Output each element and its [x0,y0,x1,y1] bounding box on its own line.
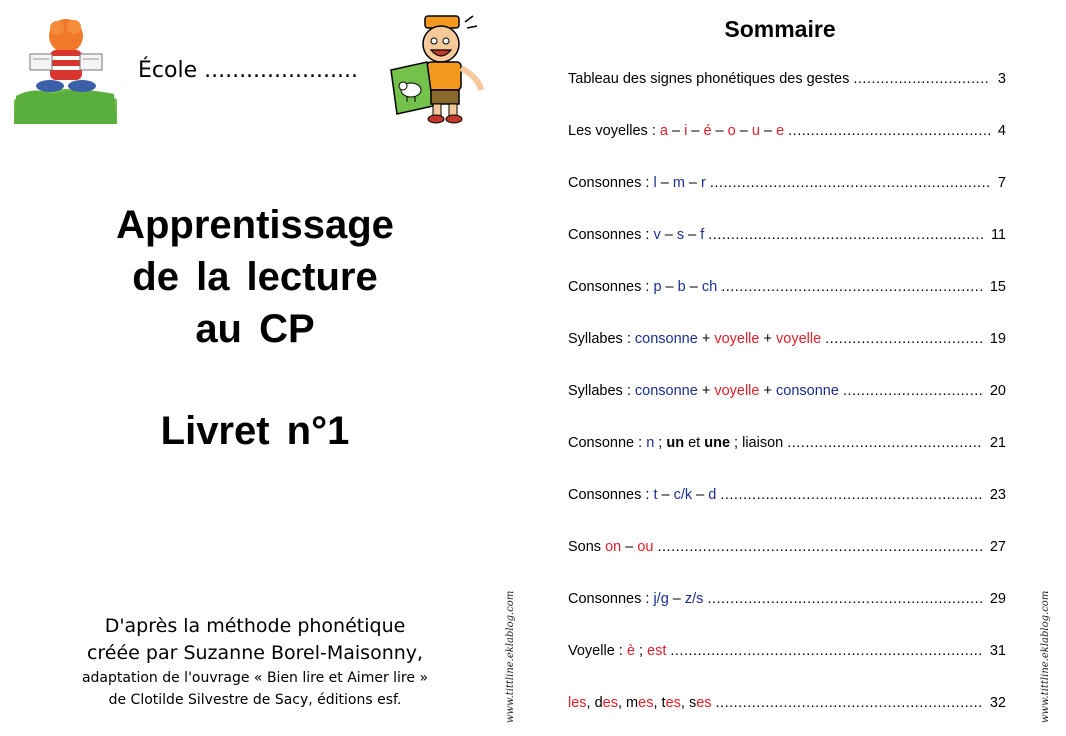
summary-row-label-part: – [660,227,677,243]
summary-row [568,279,1006,301]
summary-row [568,487,1006,509]
dot-leader [788,123,990,139]
summary-row-label-part: consonne [634,383,698,399]
summary-row [568,695,1006,717]
summary-row-label-part: es [665,695,681,711]
summary-row-label-part: – [661,279,678,295]
summary-row-label-part: un [666,435,685,451]
summary-row-label-part: voyelle [714,331,760,347]
summary-row-label-part: – [711,123,728,139]
summary-row-label-part: Consonnes : [568,279,654,295]
credits-block [0,613,510,711]
summary-row-label-part: – [667,123,685,139]
summary-row [568,591,1006,613]
summary-row-page: 20 [989,383,1006,399]
summary-row-label [568,227,704,243]
summary-row-label [568,123,784,139]
summary-row-page: 23 [989,487,1006,503]
dot-leader [708,227,983,243]
dot-leader [721,279,982,295]
summary-row [568,123,1006,145]
summary-row-page: 21 [989,435,1006,451]
summary-row-label-part: les [568,695,587,711]
summary-row-label-part: Consonnes : [568,591,654,607]
summary-row-label-part: d [708,487,717,503]
summary-row-label-part: – [621,539,638,555]
dot-leader [707,591,981,607]
credit-line-3: adaptation de l'ouvrage « Bien lire et Aimer lire » [81,670,429,686]
summary-row-label-part: f [700,227,705,243]
summary-row-label-part: p [653,279,662,295]
summary-row-label-part: o [727,123,736,139]
summary-row-label [568,279,717,295]
dot-leader [843,383,982,399]
cover-page [0,0,520,736]
summary-row [568,175,1006,197]
summary-row-label [568,331,821,347]
summary-row-label-part: es [696,695,712,711]
summary-row-label-part: e [776,123,785,139]
dot-leader [670,643,982,659]
blog-watermark-right: www.tittline.eklablog.com [1040,590,1051,723]
blog-watermark-left: www.tittline.eklablog.com [505,590,516,723]
summary-row-label-part: + [759,331,776,347]
summary-row-label [568,591,703,607]
dot-leader [658,539,982,555]
summary-row-page: 15 [989,279,1006,295]
summary-row-label-part: ch [701,279,718,295]
summary-row-label-part: , d [586,695,603,711]
summary-row-page: 31 [989,643,1006,659]
summary-row-label-part: Voyelle : [568,643,627,659]
summary-row [568,227,1006,249]
dot-leader [710,175,990,191]
credit-line-4: de Clotilde Silvestre de Sacy, éditions esf. [108,692,402,708]
summary-row-label-part: – [687,123,704,139]
summary-row-label-part: Consonnes : [568,487,654,503]
summary-row-label-part: voyelle [714,383,760,399]
summary-row [568,71,1006,93]
summary-row-label-part: et [684,435,705,451]
summary-row-label-part: – [685,279,702,295]
summary-row-label-part: – [692,487,709,503]
summary-row-label-part: v [653,227,661,243]
summary-row-label-part: è [626,643,635,659]
summary-row [568,435,1006,457]
summary-row-label-part: + [697,383,715,399]
summary-page [520,0,1066,736]
summary-row-page: 7 [997,175,1006,191]
summary-row-label-part: Syllabes : [568,331,635,347]
summary-row-label [568,383,839,399]
child-reading-on-grass-illustration [14,16,117,124]
summary-row [568,539,1006,561]
summary-row-label-part: u [751,123,760,139]
summary-row-label-part: t [653,487,658,503]
summary-row-label-part: – [657,487,674,503]
summary-row-label-part: é [703,123,712,139]
booklet-number: Livret n°1 [160,409,350,453]
summary-row-label-part: , s [680,695,697,711]
summary-row-label-part: une [704,435,731,451]
summary-title: Sommaire [724,16,836,42]
summary-row-label-part: Consonne : [568,435,647,451]
summary-row-label-part: , t [653,695,666,711]
summary-row-label-part: Les voyelles : [568,123,660,139]
summary-row-label-part: – [684,175,702,191]
summary-row-label-part: Consonnes : [568,227,654,243]
summary-row-label-part: – [735,123,752,139]
summary-row-label-part: ; [634,643,648,659]
summary-row-label-part: l [653,175,657,191]
summary-row-page: 11 [990,227,1006,243]
summary-row-label-part: a [659,123,668,139]
summary-row-label-part: est [647,643,667,659]
summary-row-label-part: on [605,539,622,555]
summary-row-label [568,487,716,503]
summary-row-label-part: s [676,227,685,243]
summary-row-label-part: – [759,123,777,139]
summary-row-label-part: ou [637,539,654,555]
dot-leader [825,331,982,347]
summary-row-page: 27 [989,539,1006,555]
summary-row-label-part: j/g [653,591,669,607]
summary-row-page: 29 [989,591,1006,607]
summary-row-label-part: es [638,695,654,711]
summary-row-label-part: z/s [684,591,704,607]
school-name-field: École ...................... [138,58,358,83]
summary-row-label-part: c/k [673,487,693,503]
summary-row-label [568,695,712,711]
dot-leader [720,487,982,503]
summary-row-label-part: m [672,175,685,191]
summary-row [568,331,1006,353]
summary-row-page: 19 [989,331,1006,347]
summary-row-label-part: n [646,435,655,451]
summary-row [568,383,1006,405]
title-line-1: Apprentissage [116,203,394,247]
summary-row-page: 3 [997,71,1006,87]
summary-row-label-part: i [684,123,688,139]
summary-row-label-part: r [701,175,706,191]
dot-leader [853,71,990,87]
summary-row-label-part: Consonnes : [568,175,654,191]
summary-row-label-part: , m [618,695,639,711]
summary-row-page: 32 [989,695,1006,711]
summary-row-label [568,539,654,555]
summary-row-label [568,435,783,451]
title-line-2: de la lecture [132,255,378,299]
summary-row-label-part: + [697,331,715,347]
summary-row-label-part: b [677,279,686,295]
summary-row-label-part: ; liaison [730,435,784,451]
dot-leader [787,435,982,451]
dot-leader [716,695,982,711]
summary-row-label [568,71,849,87]
summary-row-label-part: ; [654,435,667,451]
summary-row-label-part: – [656,175,673,191]
summary-row-label-part: Syllabes : [568,383,635,399]
summary-row-label-part: Sons [568,539,606,555]
summary-row [568,643,1006,665]
credit-line-1: D'après la méthode phonétique [104,615,406,637]
summary-row-label [568,175,706,191]
summary-row-label-part: es [602,695,618,711]
summary-row-label-part: + [759,383,776,399]
summary-row-label-part: voyelle [776,331,822,347]
summary-row-label-part: – [684,227,701,243]
credit-line-2: créée par Suzanne Borel-Maisonny, [86,642,424,664]
title-line-3: au CP [195,307,315,351]
summary-row-label-part: consonne [634,331,698,347]
summary-row-label-part: Tableau des signes phonétiques des gestes [568,71,850,87]
summary-row-label-part: – [668,591,685,607]
summary-row-label-part: consonne [776,383,839,399]
summary-row-page: 4 [997,123,1006,139]
summary-row-label [568,643,666,659]
boy-holding-sheep-picture-illustration [387,14,492,126]
